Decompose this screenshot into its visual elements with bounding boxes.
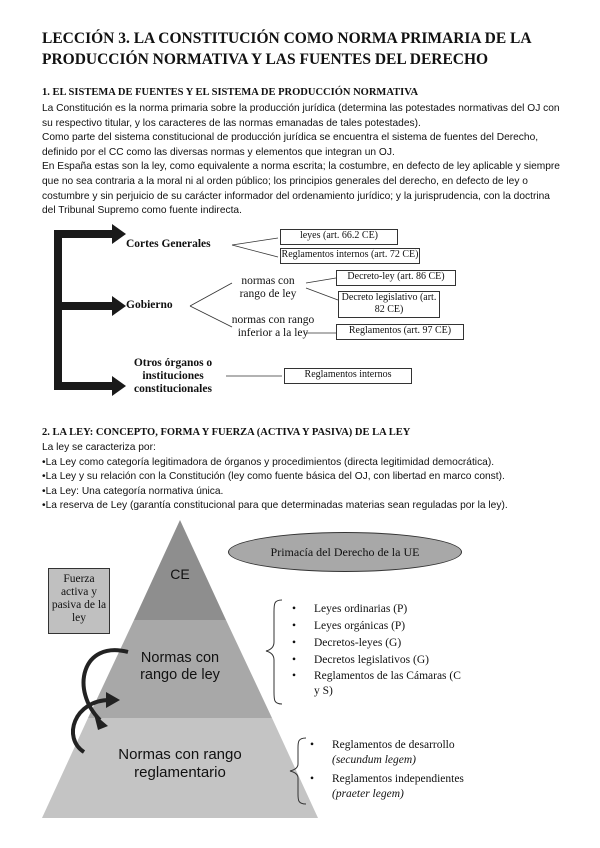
paragraph: La Constitución es la norma primaria sobre la producción jurídica (determina las potestades normativas del OJ con su respectivo titular, y los caracteres de las normas emanadas de tales potestades). — [42, 103, 560, 129]
bullet: •La reserva de Ley (garantía constitucional para que determinadas materias sean reguladas por la ley). — [42, 500, 508, 512]
section-2-heading: 2. LA LEY: CONCEPTO, FORMA Y FUERZA (ACTIVA Y PASIVA) DE LA LEY — [42, 427, 411, 438]
intro: La ley se caracteriza por: — [42, 442, 156, 453]
list-item: • Decretos legislativos (G) — [288, 652, 468, 669]
bullet: •La Ley: Una categoría normativa única. — [42, 485, 224, 497]
connector — [306, 288, 338, 300]
connector — [232, 245, 278, 257]
bracket-bottom — [54, 382, 114, 390]
list-item-text: Reglamentos independientes — [332, 773, 464, 785]
box-leyes: leyes (art. 66.2 CE) — [280, 229, 398, 245]
connector — [190, 283, 232, 306]
list-item-text: Reglamentos de desarrollo — [332, 739, 455, 751]
list-item: • Leyes ordinarias (P) — [288, 601, 468, 618]
list-item — [306, 772, 496, 802]
cortes-label: Cortes Generales — [126, 238, 211, 250]
pyramid-top-label: CE — [170, 566, 190, 582]
box-decreto-ley: Decreto-ley (art. 86 CE) — [336, 270, 456, 286]
bracket-top — [54, 230, 114, 238]
box-reglamentos-internos: Reglamentos internos (art. 72 CE) — [280, 248, 420, 264]
arrowhead-cortes — [112, 224, 126, 244]
connector — [232, 238, 278, 245]
list-item: • Decretos-leyes (G) — [288, 635, 468, 652]
bullet: •La Ley y su relación con la Constitución (ley como fuente básica del OJ, con libertad en marco const). — [42, 471, 505, 483]
brace — [266, 600, 282, 704]
section-2-body — [42, 441, 562, 514]
list-item: • Reglamentos de las Cámaras (C y S) — [288, 669, 464, 699]
bullet: •La Ley como categoría legitimadora de órganos y procedimientos (directa legitimidad democrática). — [42, 456, 495, 468]
ley-list — [288, 601, 468, 699]
box-decreto-legislativo: Decreto legislativo (art. 82 CE) — [338, 291, 440, 318]
connector — [306, 278, 336, 283]
gobierno-label: Gobierno — [126, 299, 173, 311]
pyramid-middle-label: Normas con rango de ley — [140, 650, 220, 683]
paragraph: Como parte del sistema constitucional de producción jurídica se encuentra el sistema de fuentes del Derecho, definido por el CC como las diversas normas y elementos que integran un OJ. — [42, 132, 539, 158]
connector — [190, 306, 232, 327]
page-title: LECCIÓN 3. LA CONSTITUCIÓN COMO NORMA PRIMARIA DE LA PRODUCCIÓN NORMATIVA Y LAS FUENTES DEL DERECHO — [42, 30, 531, 68]
otros-organos-label: Otros órganos o instituciones constitucionales — [133, 357, 213, 395]
reglamentario-list — [306, 738, 496, 802]
bracket-middle — [54, 302, 114, 310]
normas-rango-ley-label: normas con rango de ley — [239, 275, 297, 300]
fuerza-box: Fuerza activa y pasiva de la ley — [48, 568, 110, 634]
arrowhead-gobierno — [112, 296, 126, 316]
list-item — [306, 738, 496, 768]
section-1-heading: 1. EL SISTEMA DE FUENTES Y EL SISTEMA DE PRODUCCIÓN NORMATIVA — [42, 87, 419, 98]
list-item-sub: (praeter legem) — [332, 788, 404, 800]
box-reglamentos-internos-otros: Reglamentos internos — [284, 368, 412, 384]
box-reglamentos: Reglamentos (art. 97 CE) — [336, 324, 464, 340]
pyramid-bottom-label: Normas con rango reglamentario — [118, 746, 242, 781]
normas-rango-inferior-label: normas con rango inferior a la ley — [231, 314, 315, 339]
paragraph: En España estas son la ley, como equivalente a norma escrita; la costumbre, en defecto de ley aplicable y siempre que no sea contraria a la moral ni al orden público; los principios generales del derecho, en defecto de ley o costumbre y sin perjuicio de su carácter informador del ordenamiento jurídico; y la jurisprudencia, con la doctrina del Tribunal Supremo como fuente indirecta. — [42, 161, 560, 217]
list-item: • Leyes orgánicas (P) — [288, 618, 468, 635]
primacia-ellipse: Primacía del Derecho de la UE — [228, 532, 462, 572]
list-item-sub: (secundum legem) — [332, 754, 416, 766]
